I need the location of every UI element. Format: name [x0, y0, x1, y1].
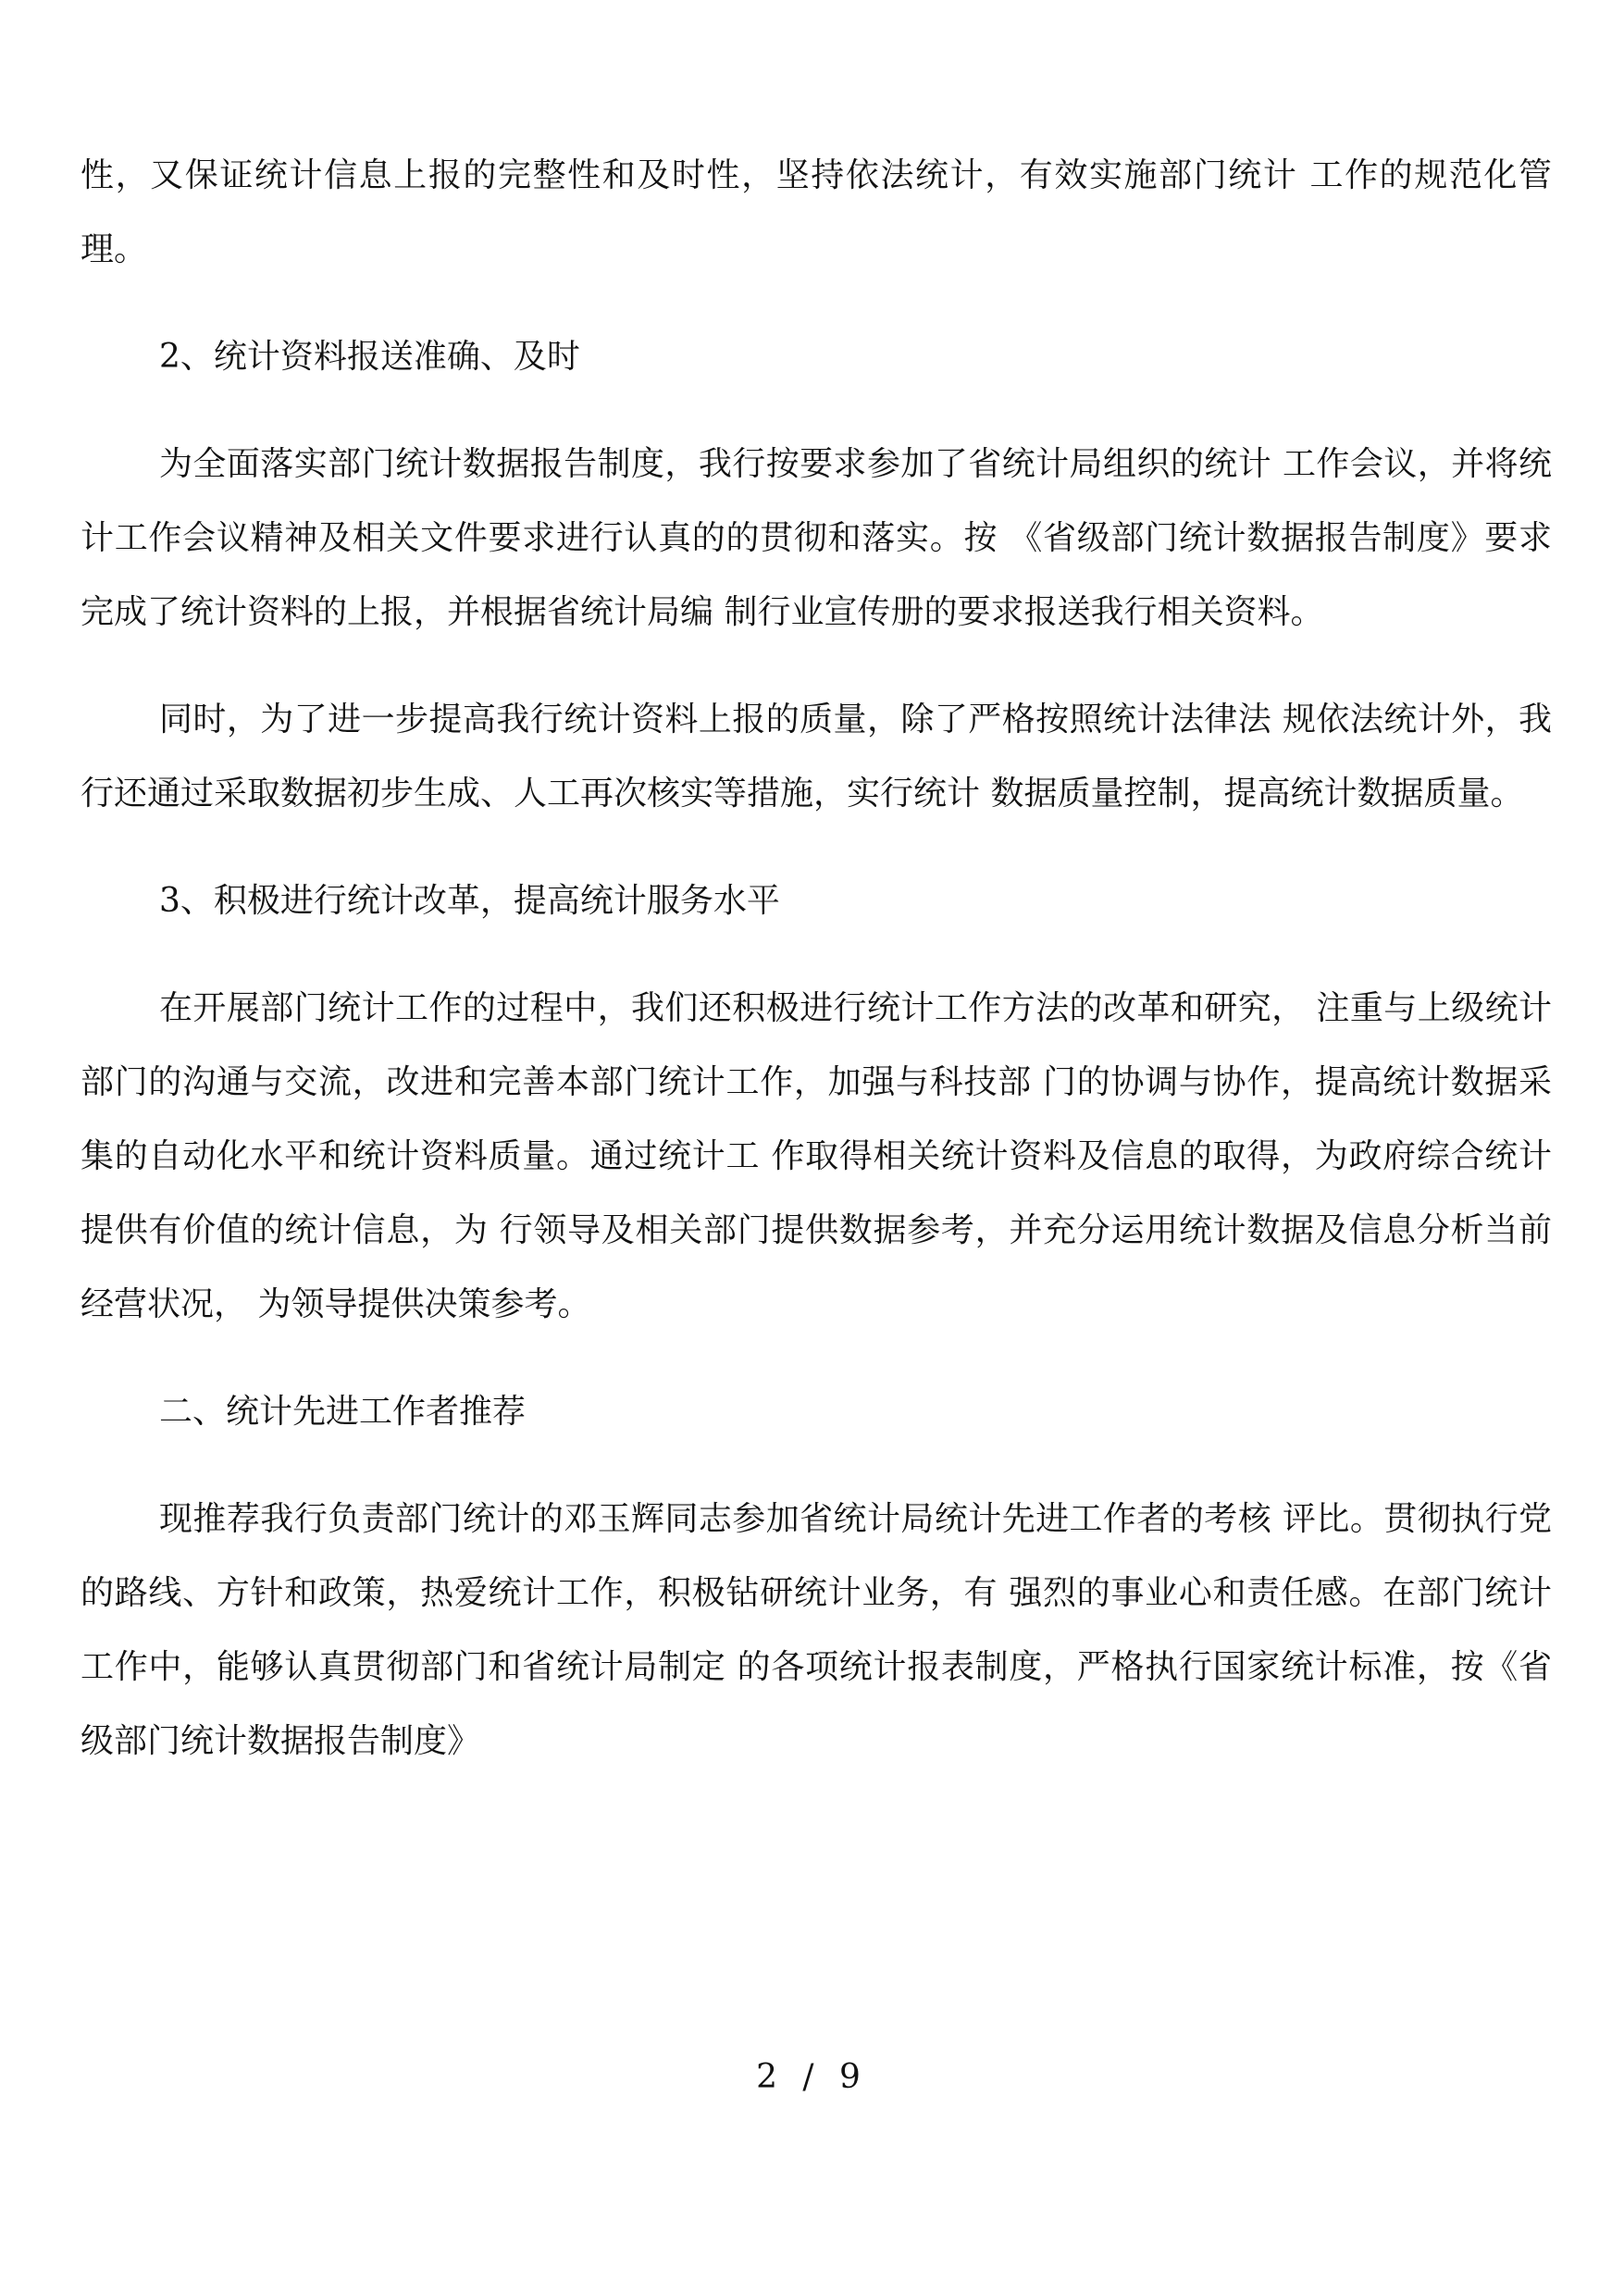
paragraph-recommendation: 现推荐我行负责部门统计的邓玉辉同志参加省统计局统计先进工作者的考核 评比。贯彻执行党的路线、方针和政策，热爱统计工作，积极钻研统计业务，有 强烈的事业心和责任感。在部门统计工作中，能够认真贯彻部门和省统计局制定 的各项统计报表制度，严格执行国家统计标准，按《省级部门统计数据报告制度》 [81, 1500, 1552, 1760]
paragraph-data-quality: 同时，为了进一步提高我行统计资料上报的质量，除了严格按照统计法律法 规依法统计外，我行还通过采取数据初步生成、人工再次核实等措施，实行统计 数据质量控制，提高统计数据质量。 [81, 701, 1552, 813]
section-heading-reform: 3、积极进行统计改革，提高统计服务水平 [159, 882, 780, 920]
paragraph-reporting-system: 为全面落实部门统计数据报告制度，我行按要求参加了省统计局组织的统计 工作会议，并将统计工作会议精神及相关文件要求进行认真的的贯彻和落实。按 《省级部门统计数据报告制度》要求完成了统计资料的上报，并根据省统计局编 制行业宣传册的要求报送我行相关资料。 [81, 445, 1552, 631]
section-heading-recommendation: 二、统计先进工作者推荐 [159, 1393, 527, 1431]
page-number: 2 / 9 [756, 2058, 868, 2096]
document-body [81, 139, 1552, 1779]
paragraph-reform: 在开展部门统计工作的过程中，我们还积极进行统计工作方法的改革和研究， 注重与上级统计部门的沟通与交流，改进和完善本部门统计工作，加强与科技部 门的协调与协作，提高统计数据采集的自动化水平和统计资料质量。通过统计工 作取得相关统计资料及信息的取得，为政府综合统计提供有价值的统计信息，为 行领导及相关部门提供数据参考，并充分运用统计数据及信息分析当前经营状况， 为领导提供决策参考。 [81, 989, 1552, 1323]
section-heading-reporting: 2、统计资料报送准确、及时 [159, 338, 580, 376]
paragraph-continuation: 性，又保证统计信息上报的完整性和及时性，坚持依法统计，有效实施部门统计 工作的规范化管理。 [81, 156, 1552, 268]
